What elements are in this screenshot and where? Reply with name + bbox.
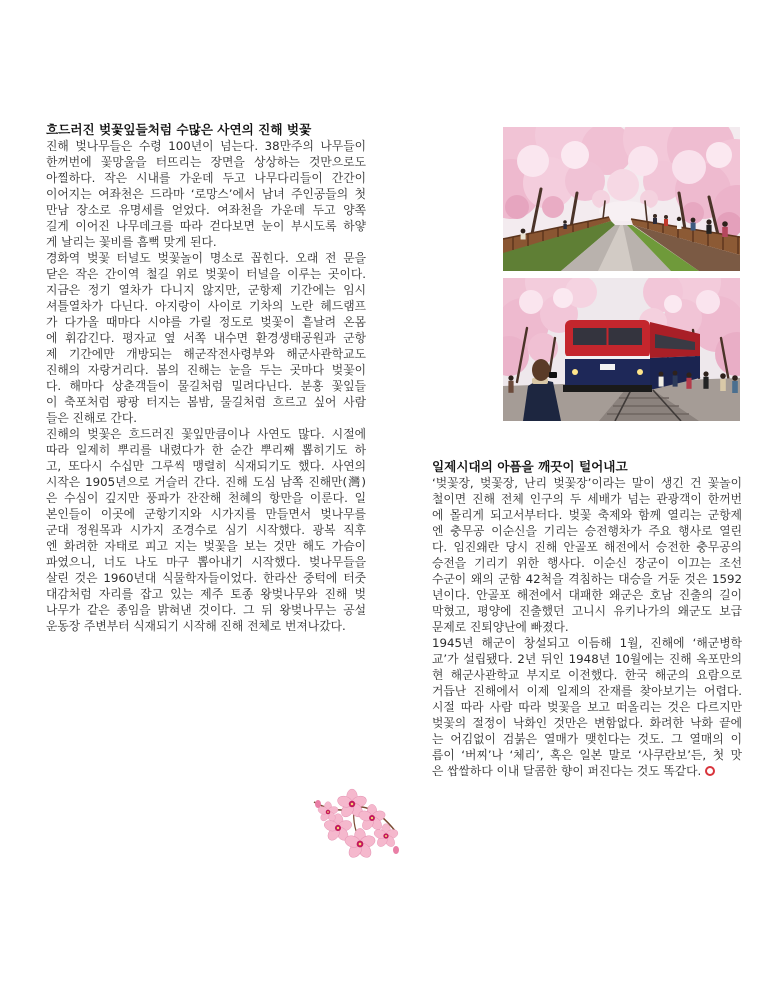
body-line: 군대 정원목과 시가지 조경수로 심기 시작했다. 광복 직후 <box>46 523 366 537</box>
body-line: 에 휘감긴다. 평자교 옆 서쪽 내수면 환경생태공원과 군항 <box>46 331 366 345</box>
body-line: 대감처럼 자리를 잡고 있는 제주 토종 왕벚나무와 진해 벚 <box>46 587 366 601</box>
cherry-blossom-icon <box>310 788 405 862</box>
body-line: 가 다가올 때마다 시야를 가릴 정도로 벚꽃이 흩날려 온몸 <box>46 315 366 329</box>
right-article-column <box>432 459 742 779</box>
section-heading-jinhae-cherry: 흐드러진 벚꽃잎들처럼 수많은 사연의 진해 벚꽃 <box>46 122 312 137</box>
body-line: 수군이 왜의 군함 42척을 격침하는 대승을 거둔 것은 1592 <box>432 572 742 586</box>
body-line: 1945년 해군이 창설되고 이듬해 1월, 진해에 ‘해군병학 <box>432 636 742 650</box>
body-line: 벚꽃의 절정이 낙화인 것만은 변함없다. 화려한 낙화 끝에 <box>432 716 742 730</box>
body-line: 진해의 벚꽃은 흐드러진 꽃잎만큼이나 사연도 많다. 시절에 <box>46 427 366 441</box>
body-line: 고, 또다시 수십만 그루씩 맹렬히 식재되기도 했다. 사연의 <box>46 459 366 473</box>
body-line: 진해 벚나무들은 수령 100년이 넘는다. 38만주의 나무들이 <box>46 139 366 153</box>
body-line: 경화역 벚꽃 터널도 벚꽃놀이 명소로 꼽힌다. 오래 전 문을 <box>46 251 366 265</box>
body-line-last <box>432 763 742 779</box>
body-line: 이 축포처럼 팡팡 터지는 봄밤, 물길처럼 흐르고 싶어 사람 <box>46 395 366 409</box>
end-mark-icon <box>705 766 715 776</box>
body-line: 아찔하다. 작은 시내를 가운데 두고 나무다리들이 간간이 <box>46 171 366 185</box>
train-photo-svg <box>503 278 740 421</box>
body-line: 년이다. 안골포 해전에서 대패한 왜군은 호남 진출의 길이 <box>432 588 742 602</box>
train-stripe <box>565 356 650 359</box>
body-line: 길게 이어진 나무데크를 따라 걷다보면 눈이 부시도록 하얗 <box>46 219 366 233</box>
body-line: 만남 장소로 유명세를 얻었다. 여좌천을 가운데 두고 양쪽 <box>46 203 366 217</box>
stream-photo-svg <box>503 127 740 271</box>
body-line: 철이면 진해 전체 인구의 두 세배가 넘는 관광객이 한꺼번 <box>432 492 742 506</box>
body-line: 엔 충무공 이순신을 기리는 승전행차가 주요 행사로 열린 <box>432 524 742 538</box>
body-line-text: 은 쌉쌀하다 이내 달콤한 향이 퍼진다는 것도 똑같다. <box>432 764 702 778</box>
body-line: 시작은 1905년으로 거슬러 간다. 진해 도심 남쪽 진해만(灣) <box>46 475 366 489</box>
body-line: 한꺼번에 꽃망울을 터뜨리는 장면을 상상하는 것만으로도 <box>46 155 366 169</box>
body-line: 게 날리는 꽃비를 흠뻑 맞게 된다. <box>46 235 217 249</box>
cherry-blossom-svg <box>310 788 405 862</box>
body-line: 막혔고, 평양에 진출했던 고니시 유키나가의 왜군도 보급 <box>432 604 742 618</box>
body-line: 제 기간에만 개방되는 해군작전사령부와 해군사관학교도 <box>46 347 366 361</box>
body-line: 에 몰리게 되고서부터다. 벚꽃 축제와 함께 열리는 군항제 <box>432 508 742 522</box>
body-line: 들은 진해로 간다. <box>46 411 138 425</box>
body-line: 운동장 주변부터 식재되기 시작해 진해 전체로 번져나갔다. <box>46 619 346 633</box>
body-line: 엔 화려한 자태로 피고 지는 벚꽃을 보는 것만 해도 가슴이 <box>46 539 366 553</box>
section-heading-japanese-era: 일제시대의 아픔을 깨끗이 털어내고 <box>432 459 628 474</box>
body-line: 본인들이 이곳에 군항기지와 시가지를 만들면서 벚나무를 <box>46 507 366 521</box>
body-line: 현 해군사관학교 부지로 이전했다. 한국 해군의 요람으로 <box>432 668 742 682</box>
body-line: 살린 것은 1960년대 식물학자들이었다. 한라산 중턱에 터줏 <box>46 571 366 585</box>
body-line: 파였으니, 너도 나도 마구 뽑아내기 시작했다. 벚나무들을 <box>46 555 366 569</box>
train-number-plate <box>600 364 615 370</box>
cherry-blossom-stream-photo <box>503 127 740 271</box>
body-line: 거듭난 진해에서 이제 일제의 잔재를 찾아보기는 어렵다. <box>432 684 742 698</box>
body-line: 다. 해마다 상춘객들이 물길처럼 밀려다닌다. 분홍 꽃잎들 <box>46 379 366 393</box>
body-line: 문제로 진퇴양난에 빠졌다. <box>432 620 569 634</box>
blossom-flower <box>343 828 376 859</box>
body-line: 름이 ‘버찌’나 ‘체리’, 혹은 일본 말로 ‘사쿠란보’든, 첫 맛 <box>432 748 742 762</box>
body-line: 시절 따라 사람 따라 벚꽃을 보고 떠올리는 것은 다르지만 <box>432 700 742 714</box>
body-line: 는 어김없이 검붉은 열매가 맺힌다는 것도. 그 열매의 이 <box>432 732 742 746</box>
cherry-blossom-train-photo <box>503 278 740 421</box>
body-line: 닫은 작은 간이역 철길 위로 벚꽃이 터널을 이루는 곳이다. <box>46 267 366 281</box>
blossom-bud <box>393 846 399 854</box>
train-bumper <box>563 385 652 392</box>
body-line: ‘벚꽃장, 벚꽃장, 난리 벚꽃장’이라는 말이 생긴 건 꽃놀이 <box>432 476 742 490</box>
body-line: 따라 일제히 뿌리를 내렸다가 한 순간 뿌리째 뽑히기도 하 <box>46 443 366 457</box>
body-line: 다. 임진왜란 당시 진해 안골포 해전에서 승전한 충무공의 <box>432 540 742 554</box>
body-line: 진해의 자랑거리다. 봄의 진해는 눈을 두는 곳마다 벚꽃이 <box>46 363 366 377</box>
body-line: 나무가 같은 종임을 밝혀낸 것이다. 그 뒤 왕벚나무는 공설 <box>46 603 366 617</box>
body-line: 승전을 기리기 위한 행사다. 이순신 장군이 이끄는 조선 <box>432 556 742 570</box>
body-line: 이어지는 여좌천은 드라마 ‘로망스’에서 남녀 주인공들의 첫 <box>46 187 366 201</box>
train-headlight-left <box>572 369 578 375</box>
body-line: 은 수심이 깊지만 풍파가 잔잔해 천혜의 항만을 이룬다. 일 <box>46 491 366 505</box>
body-line: 지금은 정기 열차가 다니지 않지만, 군항제 기간에는 임시 <box>46 283 366 297</box>
body-line: 셔틀열차가 다닌다. 아지랑이 사이로 기차의 노란 헤드램프 <box>46 299 366 313</box>
train-headlight-right <box>637 369 643 375</box>
left-article-column <box>46 122 366 634</box>
train <box>563 320 700 392</box>
body-line: 교’가 설립됐다. 2년 뒤인 1948년 10월에는 진해 옥포만의 <box>432 652 742 666</box>
blossom-bud <box>315 800 321 808</box>
